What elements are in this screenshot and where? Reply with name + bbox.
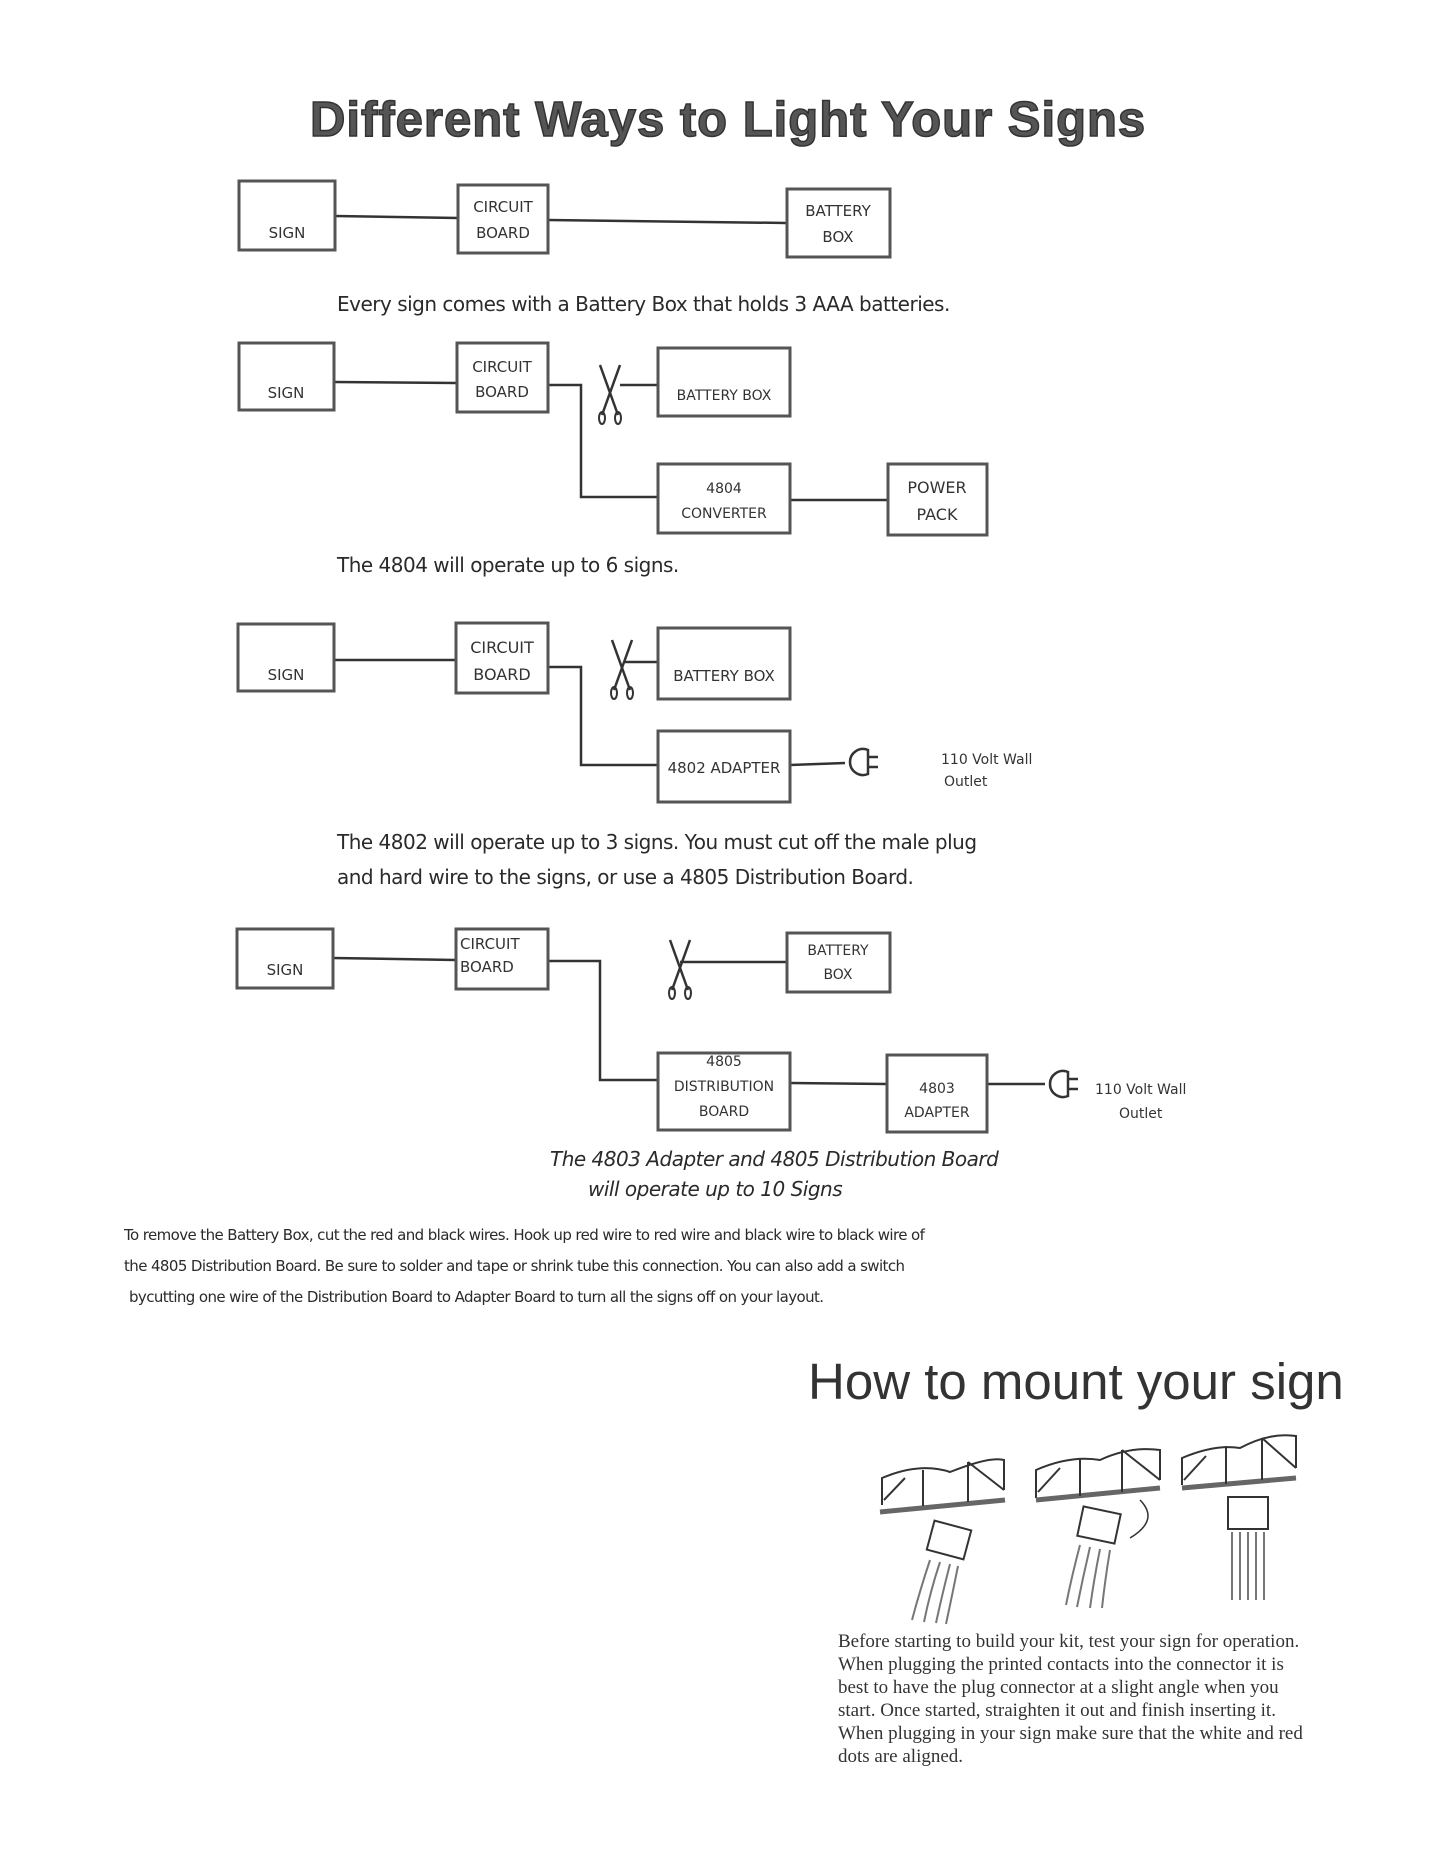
diagram-4804-converter xyxy=(239,343,987,535)
diagram1-caption: Every sign comes with a Battery Box that holds 3 AAA batteries. xyxy=(337,292,950,316)
board-label: BOARD xyxy=(475,383,529,401)
converter-number: 4804 xyxy=(706,481,742,497)
adapter-number: 4803 xyxy=(919,1081,955,1097)
scissors-icon xyxy=(669,940,691,999)
circuit-label: CIRCUIT xyxy=(472,358,532,376)
outlet-label-2: Outlet xyxy=(944,774,988,790)
sign-label: SIGN xyxy=(267,384,305,402)
diagram4-caption-line2: will operate up to 10 Signs xyxy=(588,1177,843,1201)
distribution-board-label: BOARD xyxy=(698,1104,750,1120)
page-title: Different Ways to Light Your Signs xyxy=(310,93,1147,147)
outlet-label-2: Outlet xyxy=(1119,1106,1163,1122)
circuit-board-box xyxy=(458,185,548,253)
diagram-4802-adapter xyxy=(238,623,1032,802)
mount-step-3 xyxy=(1182,1435,1296,1600)
distribution-number: 4805 xyxy=(706,1054,742,1070)
outlet-label: 110 Volt Wall xyxy=(941,752,1033,768)
instructions-line1: To remove the Battery Box, cut the red and black wires. Hook up red wire to red wire and black wire to black wire of xyxy=(124,1226,925,1244)
circuit-label: CIRCUIT xyxy=(460,935,520,953)
battery-box xyxy=(787,189,890,257)
diagram-battery-box xyxy=(239,181,890,257)
diagram4-caption-line1: The 4803 Adapter and 4805 Distribution Board xyxy=(550,1147,999,1171)
diagram-4803-4805 xyxy=(237,929,1186,1132)
mount-text-line: dots are aligned. xyxy=(838,1746,964,1767)
battery-box-label: BATTERY BOX xyxy=(673,667,775,685)
diagram3-caption-line2: and hard wire to the signs, or use a 4805 Distribution Board. xyxy=(337,865,914,889)
scissors-icon xyxy=(599,365,621,424)
diagram3-caption-line1: The 4802 will operate up to 3 signs. You must cut off the male plug xyxy=(337,830,977,854)
circuit-label: CIRCUIT xyxy=(470,638,534,657)
box-label: BOX xyxy=(822,228,854,246)
battery-label: BATTERY xyxy=(807,943,869,959)
mount-step-1 xyxy=(880,1459,1005,1624)
battery-label: BATTERY xyxy=(805,202,871,220)
board-label: BOARD xyxy=(460,958,514,976)
board-label: BOARD xyxy=(476,224,530,242)
mount-text-line: When plugging the printed contacts into the connector it is xyxy=(838,1654,1284,1675)
instructions-line2: the 4805 Distribution Board. Be sure to solder and tape or shrink tube this connection. You can also add a switch xyxy=(124,1257,905,1275)
sign-label: SIGN xyxy=(267,666,305,684)
battery-box-label: BATTERY BOX xyxy=(676,388,772,404)
mount-instructions xyxy=(838,1630,1303,1768)
sign-label: SIGN xyxy=(268,224,306,242)
power-label: POWER xyxy=(907,478,967,497)
converter-label: CONVERTER xyxy=(681,506,767,522)
mount-title: How to mount your sign xyxy=(808,1353,1344,1410)
distribution-label: DISTRIBUTION xyxy=(673,1079,775,1095)
mount-text-line: start. Once started, straighten it out and finish inserting it. xyxy=(838,1700,1276,1721)
outlet-label: 110 Volt Wall xyxy=(1095,1082,1187,1098)
instructions-line3: bycutting one wire of the Distribution Board to Adapter Board to turn all the signs off on your layout. xyxy=(129,1288,824,1306)
adapter-label: ADAPTER xyxy=(904,1105,970,1121)
diagram2-caption: The 4804 will operate up to 6 signs. xyxy=(337,553,679,577)
mount-text-line: best to have the plug connector at a slight angle when you xyxy=(838,1677,1279,1698)
mounting-illustrations xyxy=(880,1435,1296,1624)
board-label: BOARD xyxy=(473,665,531,684)
mount-text-line: When plugging in your sign make sure that the white and red xyxy=(838,1723,1303,1744)
adapter-label: 4802 ADAPTER xyxy=(667,759,781,777)
box-label: BOX xyxy=(823,967,853,983)
pack-label: PACK xyxy=(916,505,958,524)
sign-label: SIGN xyxy=(266,961,304,979)
plug-icon xyxy=(850,749,878,775)
scissors-icon xyxy=(611,640,633,699)
mount-text-line: Before starting to build your kit, test your sign for operation. xyxy=(838,1631,1300,1652)
mount-step-2 xyxy=(1036,1449,1160,1608)
plug-icon xyxy=(1050,1071,1078,1097)
circuit-label: CIRCUIT xyxy=(473,198,533,216)
